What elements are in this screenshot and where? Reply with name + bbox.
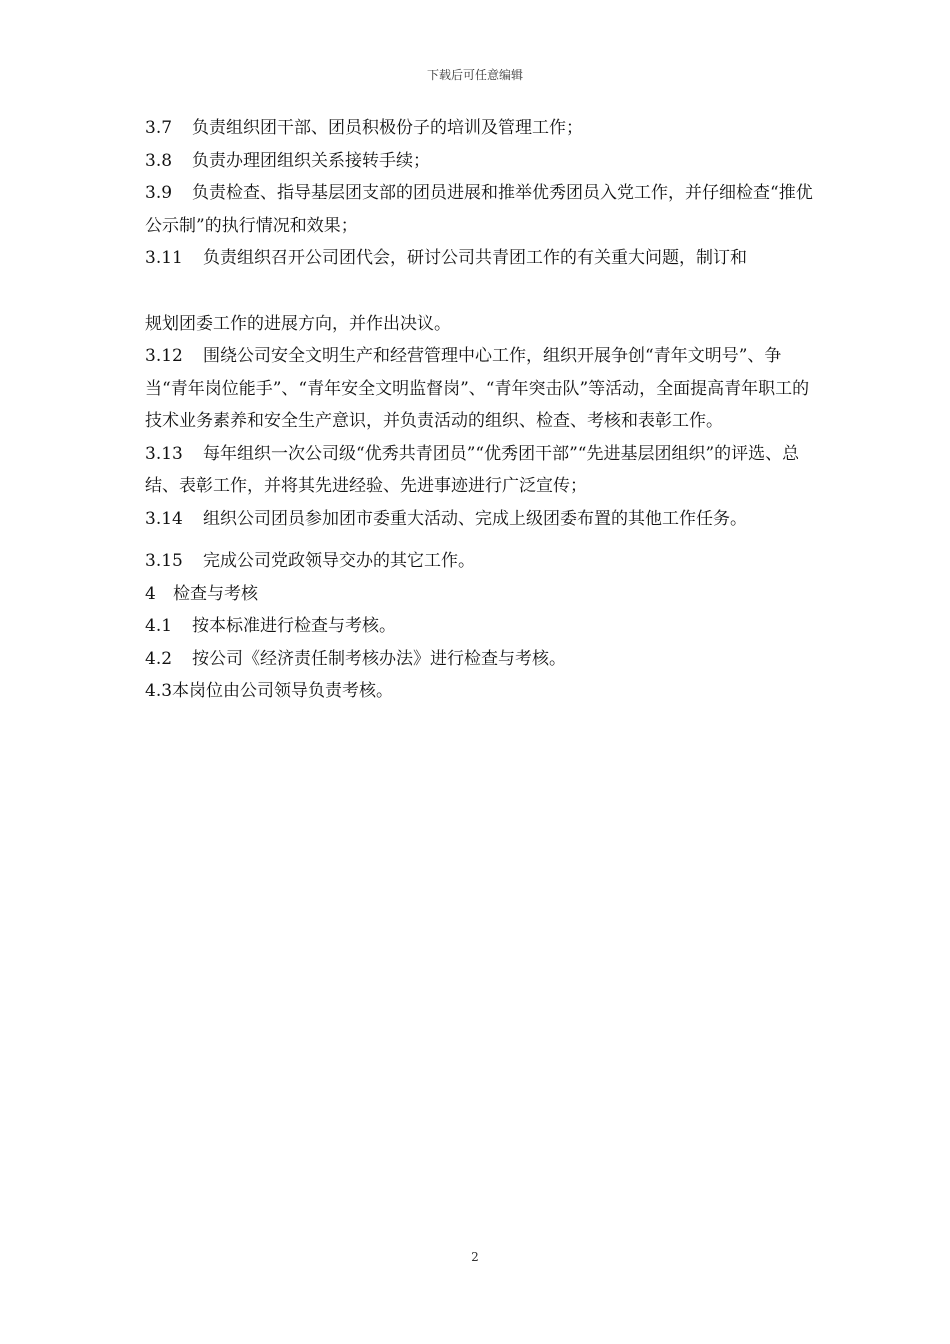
item-number: 3.15 xyxy=(145,551,183,571)
item-text: 围绕公司安全文明生产和经营管理中心工作，组织开展争创“青年文明号”、争当“青年岗位能手”、“青年安全文明监督岗”、“青年突击队”等活动，全面提高青年职工的技术业务素养和安全生产意识，并负责活动的组织、检查、考核和表彰工作。 xyxy=(145,346,810,431)
item-text: 按公司《经济责任制考核办法》进行检查与考核。 xyxy=(192,648,566,669)
item-text: 负责办理团组织关系接转手续； xyxy=(192,150,430,171)
item-number: 4 xyxy=(145,583,156,604)
page-number: 2 xyxy=(471,1250,479,1264)
list-item-continuation xyxy=(145,308,815,341)
document-body xyxy=(145,112,815,708)
item-number: 3.11 xyxy=(145,248,183,268)
list-item xyxy=(145,177,815,242)
item-number: 3.9 xyxy=(145,183,173,203)
item-number: 3.7 xyxy=(145,118,173,138)
paragraph-gap xyxy=(145,275,815,308)
item-text: 完成公司党政领导交办的其它工作。 xyxy=(203,551,475,571)
list-item xyxy=(145,438,815,503)
item-text: 负责检查、指导基层团支部的团员进展和推举优秀团员入党工作，并仔细检查“推优公示制”的执行情况和效果； xyxy=(145,183,813,236)
list-item xyxy=(145,145,815,178)
section-heading xyxy=(145,578,815,611)
list-item xyxy=(145,610,815,643)
item-number: 4.3 xyxy=(145,681,173,701)
paragraph-gap xyxy=(145,535,815,545)
list-item xyxy=(145,643,815,676)
list-item xyxy=(145,675,815,708)
item-text: 每年组织一次公司级“优秀共青团员”“优秀团干部”“先进基层团组织”的评选、总结、表彰工作，并将其先进经验、先进事迹进行广泛宣传； xyxy=(145,443,800,496)
item-text: 本岗位由公司领导负责考核。 xyxy=(172,681,394,701)
item-text: 按本标准进行检查与考核。 xyxy=(192,616,396,636)
item-number: 3.13 xyxy=(145,443,183,464)
page-header: 下载后可任意编辑 xyxy=(426,68,523,82)
item-text: 检查与考核 xyxy=(173,583,258,604)
item-text: 规划团委工作的进展方向，并作出决议。 xyxy=(145,313,451,334)
item-number: 4.2 xyxy=(145,648,173,669)
item-text: 负责组织召开公司团代会，研讨公司共青团工作的有关重大问题，制订和 xyxy=(203,248,747,268)
list-item xyxy=(145,503,815,536)
item-text: 负责组织团干部、团员积极份子的培训及管理工作； xyxy=(192,118,583,138)
item-number: 3.8 xyxy=(145,150,173,171)
item-text: 组织公司团员参加团市委重大活动、完成上级团委布置的其他工作任务。 xyxy=(203,508,747,529)
list-item xyxy=(145,545,815,578)
item-number: 4.1 xyxy=(145,616,173,636)
list-item xyxy=(145,242,815,275)
list-item xyxy=(145,112,815,145)
item-number: 3.12 xyxy=(145,346,183,366)
list-item xyxy=(145,340,815,438)
item-number: 3.14 xyxy=(145,508,183,529)
